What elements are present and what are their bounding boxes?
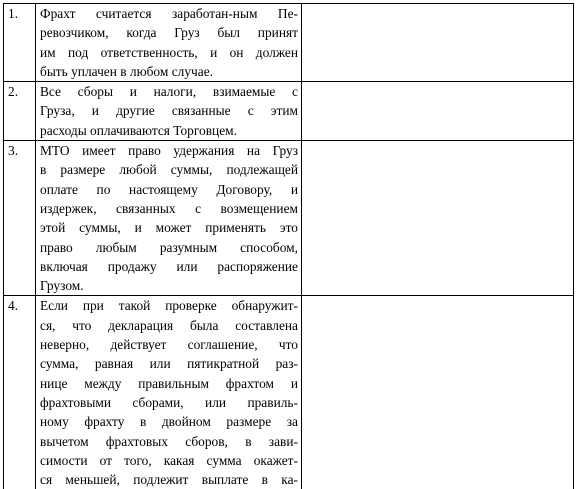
text-line: расходы оплачиваются Торговцем. <box>40 122 237 138</box>
text-line: ному фрахту в двойном размере за <box>40 414 298 430</box>
text-line: издержек, связанных с возмещением <box>40 200 298 216</box>
table-row <box>4 82 574 141</box>
table-row <box>4 141 574 296</box>
clause-number: 3. <box>4 141 36 296</box>
clause-text <box>36 82 302 141</box>
text-line: неверно, действует соглашение, что <box>40 337 298 353</box>
clause-text <box>36 141 302 296</box>
text-line: в размере любой суммы, подлежащей <box>40 162 298 178</box>
text-line: МТО имеет право удержания на Груз <box>40 143 298 159</box>
text-line: включая продажу или распоряжение <box>40 258 298 274</box>
clause-text <box>36 296 302 489</box>
text-line: оплате по настоящему Договору, и <box>40 181 298 197</box>
text-line: фрахтовыми сборами, или правиль- <box>40 394 298 410</box>
clause-number: 2. <box>4 82 36 141</box>
text-line: сумма, равная или пятикратной раз- <box>40 356 298 372</box>
table-row <box>4 296 574 489</box>
text-line: Если при такой проверке обнаружит- <box>40 298 298 314</box>
text-line: им под ответственность, и он должен <box>40 44 298 60</box>
text-line: нице между правильным фрахтом и <box>40 375 298 391</box>
text-line: ся меньшей, подлежит выплате в ка- <box>40 472 298 488</box>
clause-text <box>36 4 302 82</box>
empty-cell <box>302 82 574 141</box>
text-line: ся, что декларация была составлена <box>40 317 298 333</box>
text-line: вычетом фрахтовых сборов, в зави- <box>40 433 298 449</box>
empty-cell <box>302 4 574 82</box>
text-line: право любым разумным способом, <box>40 239 298 255</box>
text-line: этой суммы, и может применять это <box>40 220 298 236</box>
text-line: симости от того, какая сумма окажет- <box>40 452 298 468</box>
text-line: быть уплачен в любом случае. <box>40 63 213 79</box>
table-row <box>4 4 574 82</box>
text-line: ревозчиком, когда Груз был принят <box>40 25 298 41</box>
text-line: Груза, и другие связанные с этим <box>40 103 298 119</box>
text-line: Грузом. <box>40 278 84 294</box>
text-line: Фрахт считается заработан-ным Пе- <box>40 6 298 21</box>
clause-number: 4. <box>4 296 36 489</box>
clause-number: 1. <box>4 4 36 82</box>
text-line: Все сборы и налоги, взимаемые с <box>40 84 298 100</box>
empty-cell <box>302 296 574 489</box>
clauses-table <box>3 3 574 489</box>
empty-cell <box>302 141 574 296</box>
